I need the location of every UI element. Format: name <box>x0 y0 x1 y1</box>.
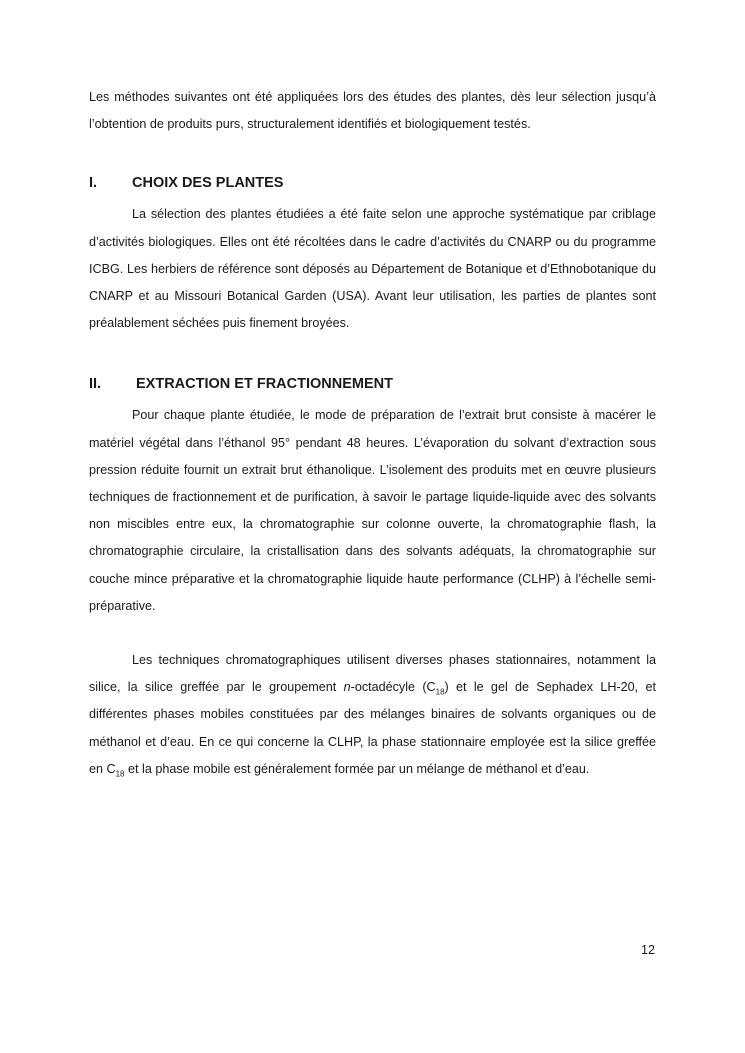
section-1-title: CHOIX DES PLANTES <box>132 175 284 192</box>
section-2-number: II. <box>89 376 102 393</box>
section-2-paragraph-1: Pour chaque plante étudiée, le mode de préparation de l’extrait brut consiste à macérer le matériel végétal dans l’éthanol 95° pendant 48 heures. L’évaporation du solvant d’extraction sous pression réduite fournit un extrait brut éthanolique. L’isolement des produits met en œuvre plusieurs techniques de fractionnement et de purification, à savoir le partage liquide-liquide avec des solvants non miscibles entre eux, la chromatographie sur colonne ouverte, la chromatographie flash, la chromatographie circulaire, la cristallisation dans des solvants adéquats, la chromatographie sur couche mince préparative et la chromatographie liquide haute performance (CLHP) à l’échelle semi-préparative. <box>89 408 656 613</box>
p2-text-3: ) et le gel de Sephadex LH-20, et différentes phases mobiles constituées par des mélanges binaires de solvants organiques ou de méthanol et d’eau. En ce qui concerne la CLHP, la phase stationnaire employée est la silice greffée en C <box>89 680 656 776</box>
section-1-number: I. <box>89 175 98 192</box>
p2-subscript-1: 18 <box>435 687 445 697</box>
section-1-paragraph: La sélection des plantes étudiées a été faite selon une approche systématique par criblage d’activités biologiques. Elles ont été récoltées dans le cadre d’activités du CNARP ou du programme ICBG. Les herbiers de référence sont déposés au Département de Botanique et d’Ethnobotanique du CNARP et au Missouri Botanical Garden (USA). Avant leur utilisation, les parties de plantes sont préalablement séchées puis finement broyées. <box>89 207 656 331</box>
p2-text-1: Les techniques chromatographiques utilisent diverses phases stationnaires, notamment la silice, la silice greffée par le groupement <box>89 653 656 695</box>
p2-text-2: -octadécyle (C <box>350 680 436 695</box>
section-2-title: EXTRACTION ET FRACTIONNEMENT <box>136 376 393 393</box>
intro-paragraph: Les méthodes suivantes ont été appliquées lors des études des plantes, dès leur sélection jusqu’à l’obtention de produits purs, structuralement identifiés et biologiquement testés. <box>89 90 656 132</box>
section-1-heading <box>89 173 656 193</box>
document-page <box>89 84 656 783</box>
p2-italic-n: n <box>343 680 351 695</box>
page-number: 12 <box>640 943 655 957</box>
section-2-heading <box>89 374 656 394</box>
p2-subscript-2: 18 <box>115 769 125 779</box>
p2-text-4: et la phase mobile est généralement formée par un mélange de méthanol et d’eau. <box>124 761 590 776</box>
section-2-paragraph-2 <box>89 647 656 783</box>
